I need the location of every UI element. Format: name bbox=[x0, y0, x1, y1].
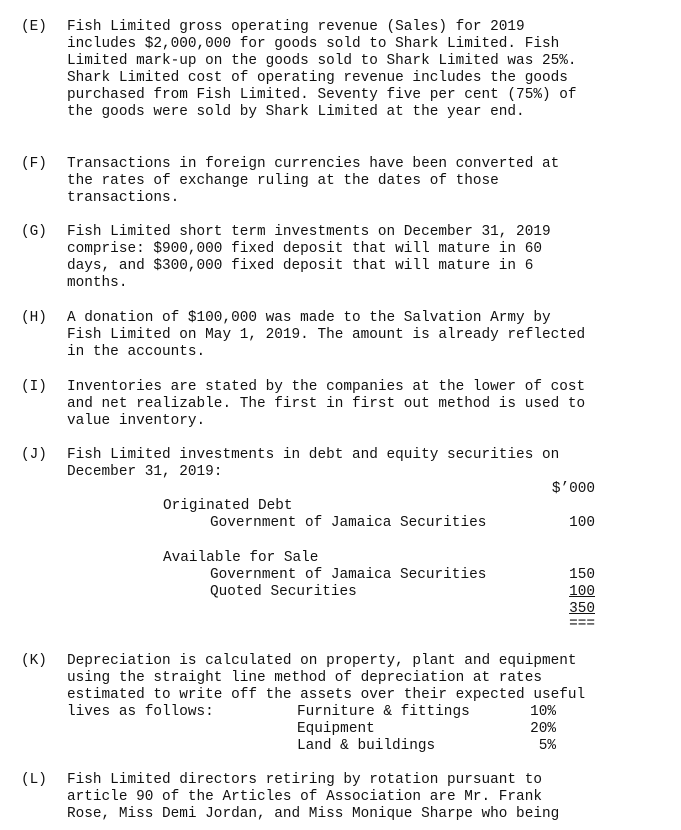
note-i-text bbox=[67, 379, 667, 430]
note-f-label: (F) bbox=[21, 156, 47, 172]
note-e-line: Limited mark-up on the goods sold to Shark Limited was 25%. bbox=[67, 53, 577, 69]
note-e-label: (E) bbox=[21, 19, 47, 35]
note-h-label: (H) bbox=[21, 310, 47, 326]
note-j-text bbox=[67, 447, 667, 481]
note-j-line: Fish Limited investments in debt and equity securities on bbox=[67, 447, 560, 463]
note-g-line: comprise: $900,000 fixed deposit that will mature in 60 bbox=[67, 241, 542, 257]
note-j-label: (J) bbox=[21, 447, 47, 463]
note-h-line: in the accounts. bbox=[67, 344, 206, 360]
afs-double-rule: === bbox=[569, 616, 595, 632]
note-k-label: (K) bbox=[21, 653, 47, 669]
note-e-text bbox=[67, 19, 667, 121]
rate-asset: Furniture & fittings bbox=[297, 704, 470, 720]
note-e-line: includes $2,000,000 for goods sold to Shark Limited. Fish bbox=[67, 36, 560, 52]
note-e-line: Shark Limited cost of operating revenue includes the goods bbox=[67, 70, 568, 86]
note-g-line: months. bbox=[67, 275, 128, 291]
note-f-text bbox=[67, 156, 667, 207]
afs-heading: Available for Sale bbox=[163, 550, 319, 566]
note-g-line: Fish Limited short term investments on December 31, 2019 bbox=[67, 224, 551, 240]
afs-item-value: 100 bbox=[569, 584, 595, 600]
note-i-line: Inventories are stated by the companies at the lower of cost bbox=[67, 379, 586, 395]
note-l-line: article 90 of the Articles of Association are Mr. Frank bbox=[67, 789, 542, 805]
originated-heading: Originated Debt bbox=[163, 498, 293, 514]
note-k-line: Depreciation is calculated on property, plant and equipment bbox=[67, 653, 577, 669]
note-f-line: Transactions in foreign currencies have been converted at bbox=[67, 156, 560, 172]
note-g-text bbox=[67, 224, 667, 292]
rates-lead: lives as follows: bbox=[67, 704, 214, 720]
note-e-line: Fish Limited gross operating revenue (Sales) for 2019 bbox=[67, 19, 525, 35]
rate-value: 5% bbox=[538, 738, 556, 754]
note-j-line: December 31, 2019: bbox=[67, 464, 223, 480]
rate-asset: Land & buildings bbox=[297, 738, 436, 754]
note-l-line: Rose, Miss Demi Jordan, and Miss Monique Sharpe who being bbox=[67, 806, 560, 822]
originated-item-label: Government of Jamaica Securities bbox=[210, 515, 487, 531]
afs-item-label: Quoted Securities bbox=[210, 584, 357, 600]
note-k-line: estimated to write off the assets over their expected useful bbox=[67, 687, 586, 703]
currency-header: $’000 bbox=[551, 481, 595, 497]
afs-item-label: Government of Jamaica Securities bbox=[210, 567, 487, 583]
note-f-line: the rates of exchange ruling at the dates of those bbox=[67, 173, 499, 189]
rate-value: 10% bbox=[530, 704, 556, 720]
note-e-line: purchased from Fish Limited. Seventy five per cent (75%) of bbox=[67, 87, 577, 103]
note-k-line: using the straight line method of depreciation at rates bbox=[67, 670, 542, 686]
note-g-label: (G) bbox=[21, 224, 47, 240]
note-h-line: A donation of $100,000 was made to the Salvation Army by bbox=[67, 310, 551, 326]
rate-asset: Equipment bbox=[297, 721, 375, 737]
note-h-text bbox=[67, 310, 667, 361]
note-k-text bbox=[67, 653, 667, 704]
note-i-line: and net realizable. The first in first out method is used to bbox=[67, 396, 586, 412]
note-l-text bbox=[67, 772, 667, 823]
note-l-label: (L) bbox=[21, 772, 47, 788]
note-f-line: transactions. bbox=[67, 190, 180, 206]
note-g-line: days, and $300,000 fixed deposit that will mature in 6 bbox=[67, 258, 534, 274]
note-h-line: Fish Limited on May 1, 2019. The amount is already reflected bbox=[67, 327, 586, 343]
afs-total: 350 bbox=[569, 601, 595, 617]
afs-item-value: 150 bbox=[569, 567, 595, 583]
note-l-line: Fish Limited directors retiring by rotation pursuant to bbox=[67, 772, 542, 788]
note-i-label: (I) bbox=[21, 379, 47, 395]
rate-value: 20% bbox=[530, 721, 556, 737]
note-e-line: the goods were sold by Shark Limited at the year end. bbox=[67, 104, 525, 120]
originated-item-value: 100 bbox=[569, 515, 595, 531]
note-i-line: value inventory. bbox=[67, 413, 206, 429]
